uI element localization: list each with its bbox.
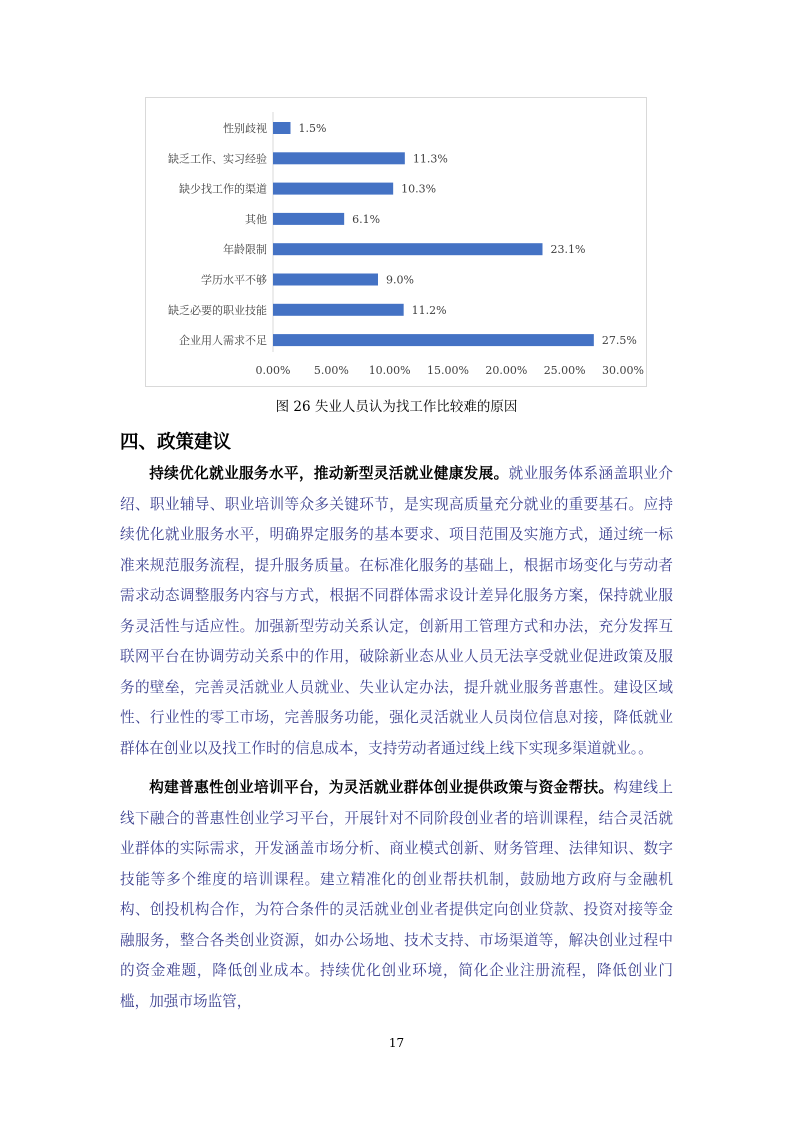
category-label: 性别歧视 <box>223 122 267 135</box>
bar <box>273 334 594 346</box>
bar <box>273 122 291 134</box>
data-label: 9.0% <box>386 273 414 287</box>
x-tick-label: 15.00% <box>427 364 469 377</box>
category-label: 年龄限制 <box>223 243 267 257</box>
category-label: 学历水平不够 <box>201 273 267 287</box>
bar <box>273 183 393 195</box>
paragraph-1-body: 就业服务体系涵盖职业介绍、职业辅导、职业培训等众多关键环节，是实现高质量充分就业的重要基石。应持续优化就业服务水平，明确界定服务的基本要求、项目范围及实施方式，通过统一标准来规范服务流程，提升服务质量。在标准化服务的基础上，根据市场变化与劳动者需求动态调整服务内容与方式，根据不同群体需求设计差异化服务方案，保持就业服务灵活性与适应性。加强新型劳动关系认定，创新用工管理方式和办法，充分发挥互联网平台在协调劳动关系中的作用，破除新业态从业人员无法享受就业促进政策及服务的壁垒，完善灵活就业人员就业、失业认定办法，提升就业服务普惠性。建设区域性、行业性的零工市场，完善服务功能，强化灵活就业人员岗位信息对接，降低就业群体在创业以及找工作时的信息成本，支持劳动者通过线上线下实现多渠道就业。。 <box>120 465 673 757</box>
x-tick-label: 10.00% <box>368 364 411 377</box>
paragraph-2-body: 构建线上线下融合的普惠性创业学习平台，开展针对不同阶段创业者的培训课程，结合灵活就业群体的实际需求，开发涵盖市场分析、商业模式创新、财务管理、法律知识、数字技能等多个维度的培训课程。建立精准化的创业帮扶机制，鼓励地方政府与金融机构、创投机构合作，为符合条件的灵活就业创业者提供定向创业贷款、投资对接等金融服务，整合各类创业资源，如办公场地、技术支持、市场渠道等，解决创业过程中的资金难题，降低创业成本。持续优化创业环境，简化企业注册流程，降低创业门槛，加强市场监管， <box>120 779 673 1010</box>
data-label: 10.3% <box>401 182 437 196</box>
data-label: 27.5% <box>601 334 637 348</box>
bar <box>273 274 378 286</box>
paragraph-2 <box>120 773 673 1017</box>
data-label: 1.5% <box>298 122 327 135</box>
x-tick-label: 30.00% <box>602 364 644 377</box>
x-tick-label: 20.00% <box>485 364 528 377</box>
x-tick-label: 0.00% <box>255 364 291 377</box>
bar <box>273 304 404 316</box>
category-label: 企业用人需求不足 <box>179 334 267 348</box>
data-label: 11.3% <box>412 152 448 166</box>
page-number: 17 <box>388 1036 405 1050</box>
chart-container <box>145 97 647 387</box>
x-tick-label: 25.00% <box>543 364 586 377</box>
bar <box>273 213 344 225</box>
bar-chart <box>146 98 648 388</box>
paragraph-1 <box>120 459 673 764</box>
paragraph-2-lead: 构建普惠性创业培训平台，为灵活就业群体创业提供政策与资金帮扶。 <box>149 779 614 796</box>
paragraph-1-lead: 持续优化就业服务水平，推动新型灵活就业健康发展。 <box>149 465 509 482</box>
x-tick-label: 5.00% <box>313 364 349 377</box>
section-title: 四、政策建议 <box>120 432 232 453</box>
data-label: 11.2% <box>411 303 447 317</box>
data-label: 6.1% <box>352 212 381 226</box>
category-label: 其他 <box>245 212 267 226</box>
category-label: 缺乏必要的职业技能 <box>168 303 267 317</box>
bar <box>273 243 543 255</box>
bar <box>273 152 405 164</box>
category-label: 缺少找工作的渠道 <box>179 182 267 196</box>
data-label: 23.1% <box>550 243 586 257</box>
figure-caption: 图 26 失业人员认为找工作比较难的原因 <box>275 399 518 415</box>
category-label: 缺乏工作、实习经验 <box>168 152 267 166</box>
